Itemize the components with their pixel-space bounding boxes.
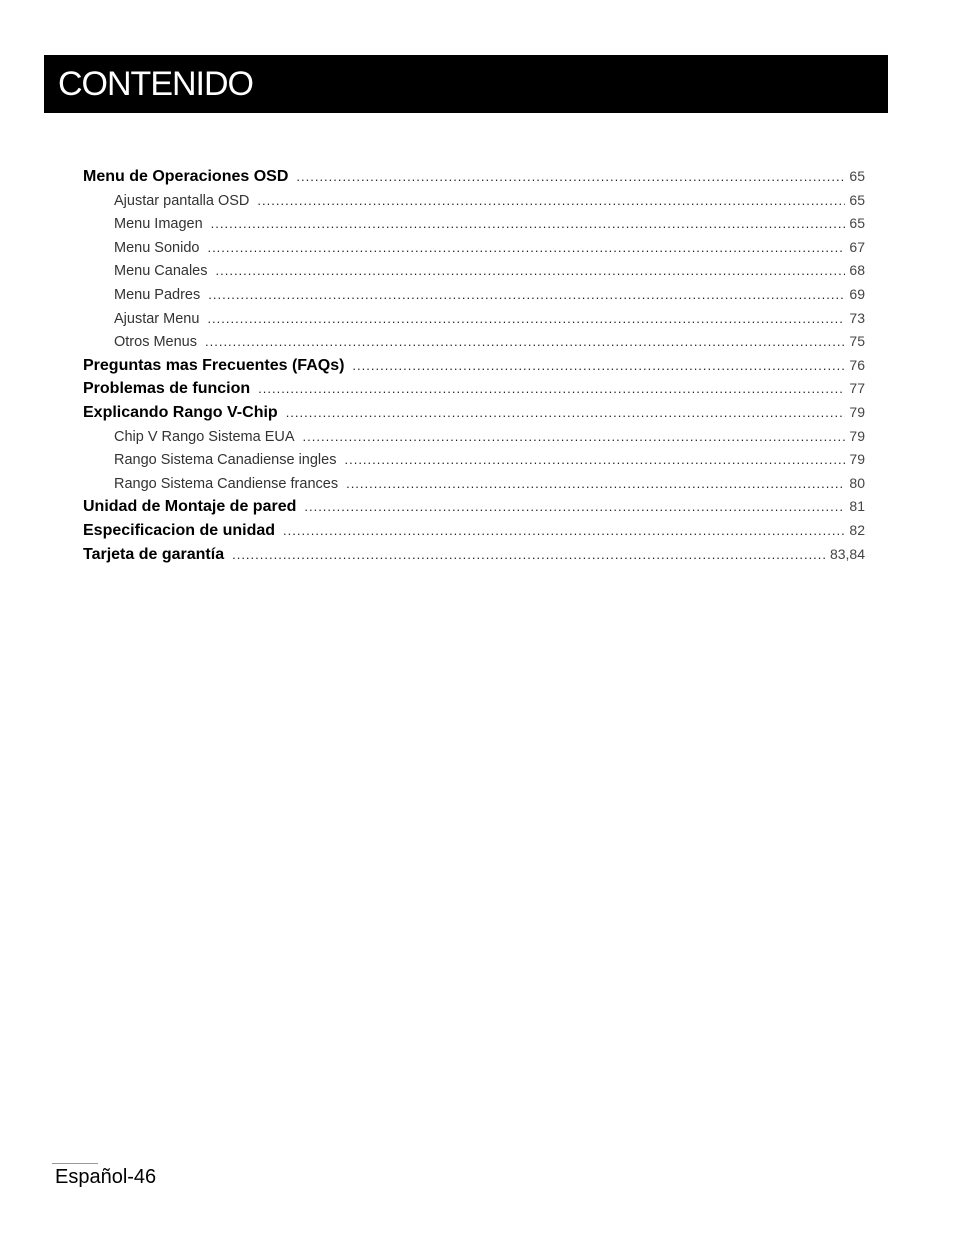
toc-leader-dots [208, 287, 845, 302]
toc-entry-page: 65 [849, 215, 865, 232]
toc-entry[interactable] [83, 333, 865, 357]
toc-entry-label: Menu Sonido [114, 239, 200, 256]
toc-entry-page: 81 [849, 498, 865, 515]
toc-entry[interactable] [83, 286, 865, 310]
header-bar [44, 55, 888, 113]
toc-entry[interactable] [83, 475, 865, 499]
toc-entry[interactable] [83, 357, 865, 381]
toc-leader-dots [232, 547, 826, 562]
toc-leader-dots [344, 452, 845, 467]
toc-entry[interactable] [83, 239, 865, 263]
toc-entry-label: Ajustar Menu [114, 310, 200, 327]
toc-leader-dots [304, 499, 845, 514]
toc-entry-label: Chip V Rango Sistema EUA [114, 428, 295, 445]
toc-entry[interactable] [83, 498, 865, 522]
toc-entry-page: 79 [849, 427, 865, 444]
toc-entry-label: Tarjeta de garantía [83, 545, 225, 563]
toc-entry-label: Menu de Operaciones OSD [83, 168, 289, 185]
page-title: CONTENIDO [58, 65, 253, 103]
toc-leader-dots [283, 523, 845, 538]
page-number: Español-46 [55, 1166, 157, 1188]
toc-leader-dots [207, 240, 845, 255]
toc-entry-label: Especificacion de unidad [83, 521, 276, 539]
toc-leader-dots [207, 311, 845, 326]
toc-entry[interactable] [83, 215, 865, 239]
toc-entry-label: Otros Menus [114, 334, 197, 351]
toc-entry[interactable] [83, 380, 865, 404]
toc-entry[interactable] [83, 428, 865, 452]
table-of-contents [83, 168, 865, 569]
toc-entry-label: Menu Imagen [114, 216, 203, 233]
toc-entry[interactable] [83, 310, 865, 334]
toc-leader-dots [216, 263, 846, 278]
toc-entry-page: 83,84 [829, 545, 865, 562]
toc-entry-label: Ajustar pantalla OSD [114, 192, 250, 209]
toc-entry-label: Menu Canales [114, 263, 208, 280]
toc-leader-dots [352, 358, 845, 373]
toc-entry-label: Rango Sistema Candiense frances [114, 475, 339, 492]
toc-entry-page: 65 [849, 168, 865, 184]
toc-entry-label: Explicando Rango V-Chip [83, 403, 278, 421]
toc-entry[interactable] [83, 404, 865, 428]
toc-entry-label: Menu Padres [114, 286, 201, 303]
toc-entry-label: Problemas de funcion [83, 380, 251, 398]
toc-entry[interactable] [83, 451, 865, 475]
toc-entry-label: Rango Sistema Canadiense ingles [114, 452, 337, 469]
toc-leader-dots [286, 405, 846, 420]
toc-entry-page: 68 [849, 262, 865, 279]
toc-entry-page: 76 [849, 356, 865, 373]
toc-leader-dots [211, 216, 846, 231]
toc-entry-page: 67 [849, 238, 865, 255]
toc-leader-dots [303, 429, 846, 444]
toc-entry-page: 73 [849, 309, 865, 326]
toc-entry[interactable] [83, 168, 865, 192]
toc-entry-page: 79 [849, 451, 865, 468]
toc-leader-dots [205, 334, 845, 349]
toc-entry-label: Preguntas mas Frecuentes (FAQs) [83, 356, 345, 374]
toc-leader-dots [346, 476, 845, 491]
toc-entry-label: Unidad de Montaje de pared [83, 498, 297, 516]
toc-leader-dots [258, 381, 845, 396]
toc-entry-page: 65 [849, 191, 865, 208]
footer-divider [52, 1163, 98, 1164]
toc-entry-page: 79 [849, 403, 865, 420]
toc-entry-page: 80 [849, 474, 865, 491]
toc-entry[interactable] [83, 192, 865, 216]
toc-entry[interactable] [83, 262, 865, 286]
toc-entry-page: 77 [849, 380, 865, 397]
toc-entry-page: 75 [849, 333, 865, 350]
toc-entry[interactable] [83, 546, 865, 570]
toc-entry-page: 69 [849, 285, 865, 302]
toc-leader-dots [296, 169, 845, 184]
toc-entry[interactable] [83, 522, 865, 546]
toc-leader-dots [257, 193, 845, 208]
toc-entry-page: 82 [849, 521, 865, 538]
